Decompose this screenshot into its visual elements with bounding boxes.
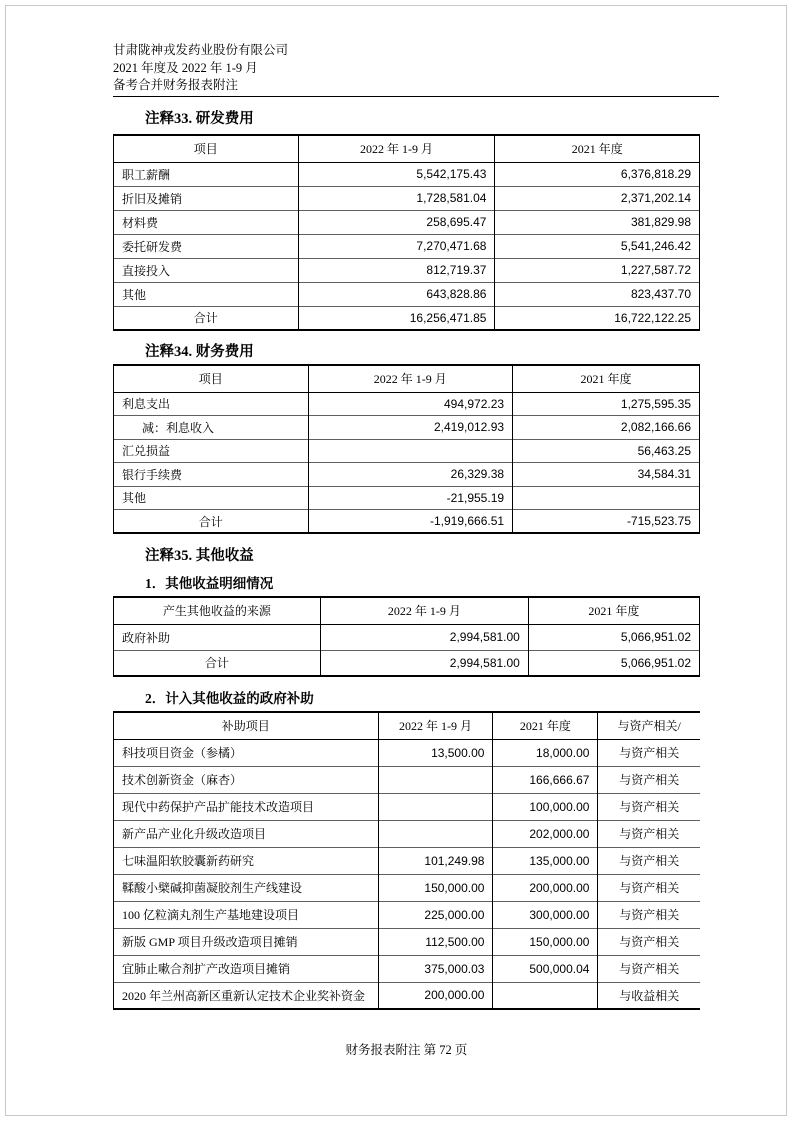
value-cell: 与收益相关 — [598, 982, 700, 1009]
value-cell: 与资产相关 — [598, 766, 700, 793]
table-row — [114, 928, 701, 955]
report-period: 2021 年度及 2022 年 1-9 月 — [113, 60, 258, 75]
value-cell: 与资产相关 — [598, 901, 700, 928]
value-cell: 200,000.00 — [493, 874, 598, 901]
row-label-cell: 银行手续费 — [114, 463, 309, 487]
value-cell: 300,000.00 — [493, 901, 598, 928]
row-label-cell: 职工薪酬 — [114, 162, 299, 186]
value-cell — [378, 766, 493, 793]
row-label-cell: 利息支出 — [114, 392, 309, 416]
value-cell: 5,066,951.02 — [528, 624, 699, 650]
column-header: 补助项目 — [114, 712, 379, 739]
value-cell: 与资产相关 — [598, 955, 700, 982]
column-header: 与资产相关/ — [598, 712, 700, 739]
value-cell: 2,994,581.00 — [320, 650, 528, 676]
row-label-cell: 七味温阳软胶囊新药研究 — [114, 847, 379, 874]
value-cell: 375,000.03 — [378, 955, 493, 982]
page-footer: 财务报表附注 第 72 页 — [345, 1043, 468, 1057]
row-label-cell: 材料费 — [114, 210, 299, 234]
value-cell: 500,000.04 — [493, 955, 598, 982]
row-label-cell: 汇兑损益 — [114, 439, 309, 463]
financial-expenses-table — [113, 364, 700, 534]
value-cell — [378, 820, 493, 847]
row-label-cell: 合计 — [114, 306, 299, 330]
row-label-cell: 减：利息收入 — [114, 416, 309, 440]
value-cell: 26,329.38 — [308, 463, 513, 487]
value-cell: 166,666.67 — [493, 766, 598, 793]
table-row — [114, 766, 701, 793]
subsection-title-government-subsidy: 2．计入其他收益的政府补助 — [145, 691, 314, 706]
value-cell: 与资产相关 — [598, 874, 700, 901]
value-cell — [493, 982, 598, 1009]
column-header: 项目 — [114, 365, 309, 392]
value-cell: 150,000.00 — [493, 928, 598, 955]
column-header: 2021 年度 — [495, 135, 700, 162]
table-row — [114, 463, 700, 487]
column-header: 2022 年 1-9 月 — [320, 597, 528, 624]
row-label-cell: 现代中药保护产品扩能技术改造项目 — [114, 793, 379, 820]
column-header: 2021 年度 — [493, 712, 598, 739]
table-row — [114, 793, 701, 820]
value-cell: -21,955.19 — [308, 486, 513, 510]
table-row — [114, 439, 700, 463]
table-row — [114, 416, 700, 440]
value-cell: 202,000.00 — [493, 820, 598, 847]
value-cell: 643,828.86 — [298, 282, 495, 306]
value-cell: 56,463.25 — [513, 439, 700, 463]
header-row — [114, 597, 700, 624]
value-cell: 7,270,471.68 — [298, 234, 495, 258]
value-cell: 200,000.00 — [378, 982, 493, 1009]
value-cell: 34,584.31 — [513, 463, 700, 487]
value-cell: 2,082,166.66 — [513, 416, 700, 440]
value-cell: 13,500.00 — [378, 739, 493, 766]
table-row — [114, 901, 701, 928]
total-row — [114, 306, 700, 330]
table-row — [114, 486, 700, 510]
report-title: 备考合并财务报表附注 — [113, 78, 239, 92]
row-label-cell: 宜肺止嗽合剂扩产改造项目摊销 — [114, 955, 379, 982]
table-row — [114, 186, 700, 210]
total-row — [114, 510, 700, 534]
section-title-note34: 注释34. 财务费用 — [145, 344, 254, 360]
column-header: 2022 年 1-9 月 — [378, 712, 493, 739]
value-cell — [378, 793, 493, 820]
table-row — [114, 282, 700, 306]
row-label-cell: 新产品产业化升级改造项目 — [114, 820, 379, 847]
value-cell: 812,719.37 — [298, 258, 495, 282]
column-header: 2021 年度 — [528, 597, 699, 624]
value-cell: 101,249.98 — [378, 847, 493, 874]
value-cell: 16,256,471.85 — [298, 306, 495, 330]
row-label-cell: 科技项目资金（参橘） — [114, 739, 379, 766]
row-label-cell: 折旧及摊销 — [114, 186, 299, 210]
value-cell — [513, 486, 700, 510]
value-cell: 与资产相关 — [598, 928, 700, 955]
table-row — [114, 874, 701, 901]
value-cell — [308, 439, 513, 463]
subsection-title-other-income-detail: 1．其他收益明细情况 — [145, 576, 274, 591]
table-row — [114, 982, 701, 1009]
value-cell: 5,542,175.43 — [298, 162, 495, 186]
value-cell: 1,227,587.72 — [495, 258, 700, 282]
value-cell: 与资产相关 — [598, 820, 700, 847]
value-cell: 与资产相关 — [598, 739, 700, 766]
value-cell: 823,437.70 — [495, 282, 700, 306]
row-label-cell: 其他 — [114, 486, 309, 510]
table-row — [114, 234, 700, 258]
value-cell: 5,541,246.42 — [495, 234, 700, 258]
header-row — [114, 712, 701, 739]
row-label-cell: 其他 — [114, 282, 299, 306]
company-name: 甘肃陇神戎发药业股份有限公司 — [113, 43, 289, 57]
value-cell: 112,500.00 — [378, 928, 493, 955]
value-cell: 2,419,012.93 — [308, 416, 513, 440]
document-header — [113, 42, 288, 95]
row-label-cell: 100 亿粒滴丸剂生产基地建设项目 — [114, 901, 379, 928]
government-subsidy-table — [113, 711, 700, 1010]
section-title-note33: 注释33. 研发费用 — [145, 111, 254, 127]
value-cell: 与资产相关 — [598, 847, 700, 874]
table-row — [114, 210, 700, 234]
value-cell: 381,829.98 — [495, 210, 700, 234]
table-row — [114, 739, 701, 766]
value-cell: 16,722,122.25 — [495, 306, 700, 330]
value-cell: 258,695.47 — [298, 210, 495, 234]
table-row — [114, 162, 700, 186]
table-row — [114, 820, 701, 847]
column-header: 产生其他收益的来源 — [114, 597, 321, 624]
table-row — [114, 624, 700, 650]
value-cell: 494,972.23 — [308, 392, 513, 416]
header-divider — [113, 96, 719, 97]
column-header: 项目 — [114, 135, 299, 162]
column-header: 2022 年 1-9 月 — [298, 135, 495, 162]
value-cell: 225,000.00 — [378, 901, 493, 928]
row-label-cell: 委托研发费 — [114, 234, 299, 258]
row-label-cell: 鞣酸小檗碱抑菌凝胶剂生产线建设 — [114, 874, 379, 901]
value-cell: -1,919,666.51 — [308, 510, 513, 534]
value-cell: 135,000.00 — [493, 847, 598, 874]
value-cell: 2,994,581.00 — [320, 624, 528, 650]
section-title-note35: 注释35. 其他收益 — [145, 548, 254, 564]
header-row — [114, 135, 700, 162]
row-label-cell: 政府补助 — [114, 624, 321, 650]
value-cell: 18,000.00 — [493, 739, 598, 766]
table-row — [114, 258, 700, 282]
row-label-cell: 合计 — [114, 510, 309, 534]
row-label-cell: 直接投入 — [114, 258, 299, 282]
column-header: 2021 年度 — [513, 365, 700, 392]
value-cell: 150,000.00 — [378, 874, 493, 901]
value-cell: 100,000.00 — [493, 793, 598, 820]
column-header: 2022 年 1-9 月 — [308, 365, 513, 392]
value-cell: 6,376,818.29 — [495, 162, 700, 186]
header-row — [114, 365, 700, 392]
value-cell: 1,275,595.35 — [513, 392, 700, 416]
row-label-cell: 技术创新资金（麻杏） — [114, 766, 379, 793]
table-row — [114, 392, 700, 416]
other-income-table — [113, 596, 700, 677]
rd-expenses-table — [113, 134, 700, 331]
value-cell: 2,371,202.14 — [495, 186, 700, 210]
value-cell: 与资产相关 — [598, 793, 700, 820]
total-row — [114, 650, 700, 676]
value-cell: 5,066,951.02 — [528, 650, 699, 676]
table-row — [114, 847, 701, 874]
row-label-cell: 合计 — [114, 650, 321, 676]
table-row — [114, 955, 701, 982]
row-label-cell: 2020 年兰州高新区重新认定技术企业奖补资金 — [114, 982, 379, 1009]
value-cell: 1,728,581.04 — [298, 186, 495, 210]
row-label-cell: 新版 GMP 项目升级改造项目摊销 — [114, 928, 379, 955]
value-cell: -715,523.75 — [513, 510, 700, 534]
